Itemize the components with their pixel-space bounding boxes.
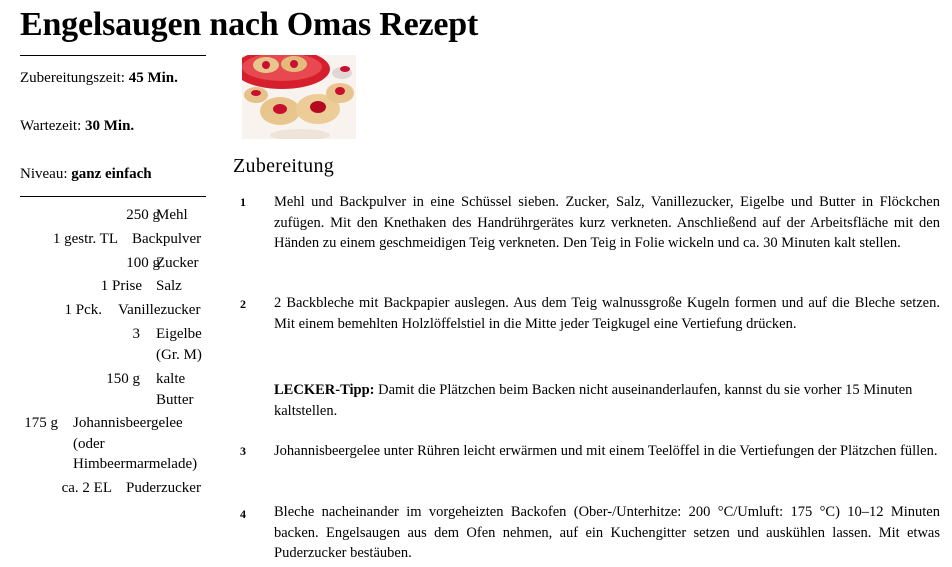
mid-divider: [20, 196, 206, 197]
ingredient-amount: 3: [132, 326, 140, 342]
step-text: 2 Backbleche mit Backpapier auslegen. Aus dem Teig walnussgroße Kugeln formen und auf die Bleche setzen. Mit einem bemehlten Holzlöffelstiel in die Mitte jeder Teigkugel eine Vertiefung drücken.: [274, 295, 940, 332]
step-number: 1: [240, 195, 246, 209]
ingredient-amount: 150 g: [106, 371, 140, 387]
ingredient-amount: 250 g: [126, 207, 160, 223]
ingredient-name: Zucker: [156, 255, 199, 271]
tip-label: LECKER-Tipp:: [274, 382, 375, 398]
ingredient-amount: 1 Prise: [100, 278, 142, 294]
recipe-title: Engelsaugen nach Omas Rezept: [20, 6, 479, 43]
wait-time: [20, 117, 134, 135]
ingredient-name: Backpulver: [132, 231, 202, 247]
lecker-tip: [274, 380, 940, 421]
ingredient-name: Mehl: [156, 207, 188, 223]
cookie-illustration: [242, 55, 356, 139]
step-text: Mehl und Backpulver in eine Schüssel sieben. Zucker, Salz, Vanillezucker, Eigelbe und Butter in Flöckchen zufügen. Mit den Knethaken des Handrührgerätes kurz verkneten. Anschließend auf der Arbeitsfläche mit den Händen zu einem geschmeidigen Teig verkneten. Den Teig in Folie wickeln und ca. 30 Minuten kalt stellen.: [274, 194, 940, 251]
ingredient-amount: 1 Pck.: [64, 302, 102, 318]
ingredient-name: Puderzucker: [126, 480, 201, 496]
preparation-heading: Zubereitung: [233, 155, 335, 177]
tip-text: Damit die Plätzchen beim Backen nicht auseinanderlaufen, kannst du sie vorher 15 Minuten kaltstellen.: [274, 382, 913, 419]
ingredient-name: Eigelbe (Gr. M): [156, 326, 202, 363]
ingredient-amount: 175 g: [24, 415, 58, 431]
ingredient-name: kalte Butter: [156, 371, 194, 408]
step-number: 4: [240, 507, 246, 521]
ingredient-name: Salz: [156, 278, 182, 294]
difficulty-label: Niveau:: [20, 166, 72, 182]
step-number: 2: [240, 297, 246, 311]
step-number: 3: [240, 444, 246, 458]
prep-time: [20, 69, 178, 87]
top-divider: [20, 55, 206, 56]
ingredient-name: Johannisbeergelee (oder Himbeermarmelade): [73, 415, 198, 472]
difficulty-value: ganz einfach: [71, 166, 152, 182]
step-text: Johannisbeergelee unter Rühren leicht erwärmen und mit einem Teelöffel in die Vertiefungen der Plätzchen füllen.: [274, 443, 938, 459]
recipe-photo[interactable]: [242, 55, 356, 139]
ingredient-amount: 1 gestr. TL: [52, 231, 118, 247]
ingredient-name: Vanillezucker: [118, 302, 201, 318]
prep-time-label: Zubereitungszeit:: [20, 70, 129, 86]
ingredient-amount: 100 g: [126, 255, 160, 271]
difficulty: [20, 165, 152, 183]
wait-time-value: 30 Min.: [85, 118, 135, 134]
step-text: Bleche nacheinander im vorgeheizten Backofen (Ober-/Unterhitze: 200 °C/Umluft: 175 °C) 10–12 Minuten backen. Engelsaugen aus dem Ofen nehmen, auf ein Kuchengitter setzen und auskühlen lassen. Mit etwas Puderzucker bestäuben.: [274, 504, 940, 561]
ingredient-amount: ca. 2 EL: [61, 480, 112, 496]
prep-time-value: 45 Min.: [128, 70, 178, 86]
wait-time-label: Wartezeit:: [20, 118, 86, 134]
